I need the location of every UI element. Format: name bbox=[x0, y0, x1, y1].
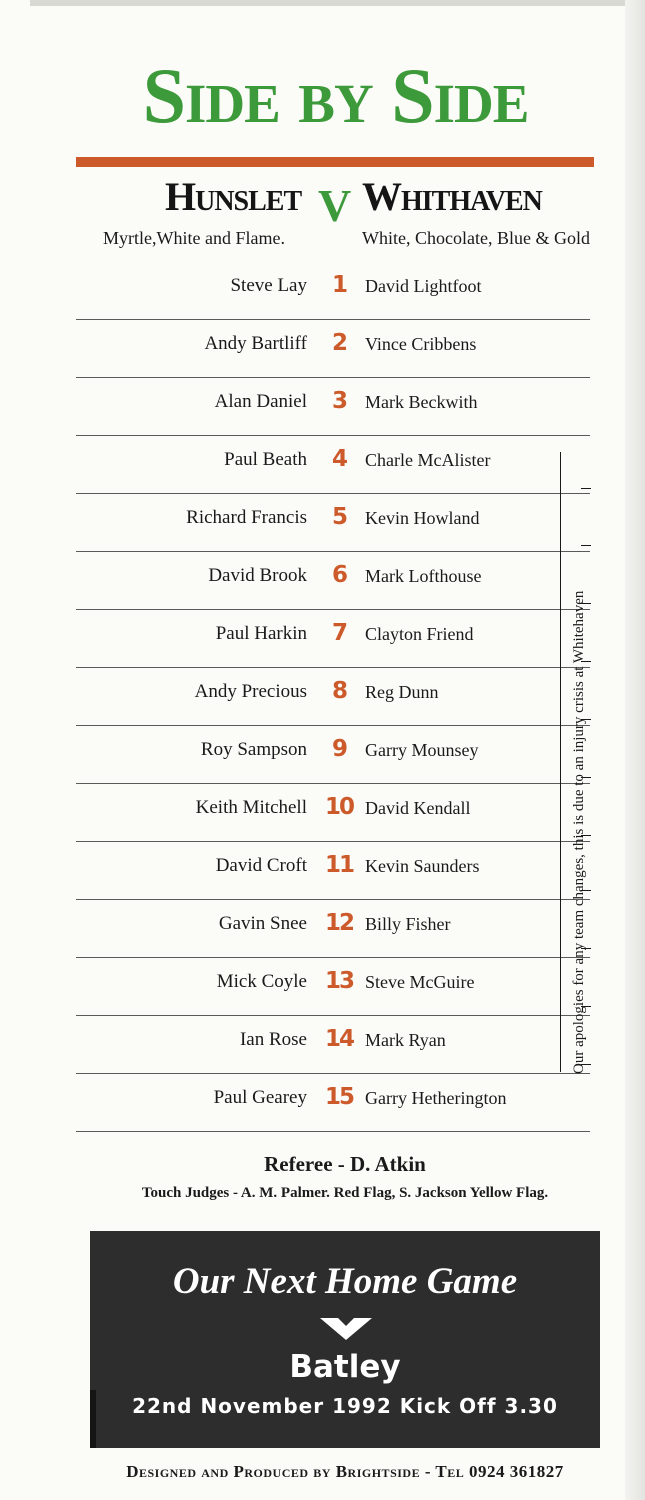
next-game-opponent: Batley bbox=[289, 1349, 401, 1385]
side-tick bbox=[581, 545, 591, 546]
away-player: David Lightfoot bbox=[365, 276, 482, 296]
home-team-name: Hunslet bbox=[165, 174, 302, 219]
home-player: Alan Daniel bbox=[214, 391, 307, 412]
shirt-number: 7 bbox=[331, 620, 346, 646]
side-tick bbox=[581, 488, 591, 489]
away-player: Garry Mounsey bbox=[365, 740, 479, 760]
page-title: Side by Side bbox=[142, 52, 529, 139]
shirt-number: 10 bbox=[324, 794, 353, 820]
lineup-row bbox=[0, 320, 645, 378]
shirt-number: 11 bbox=[324, 852, 353, 878]
shirt-number: 15 bbox=[324, 1084, 353, 1110]
home-player: Ian Rose bbox=[239, 1029, 307, 1050]
next-game-details: 22nd November 1992 Kick Off 3.30 bbox=[132, 1394, 558, 1418]
away-player: Kevin Saunders bbox=[365, 856, 480, 876]
side-note-line bbox=[560, 452, 561, 1072]
home-player: Steve Lay bbox=[230, 275, 307, 296]
lineup-row bbox=[0, 900, 645, 958]
paper-top-edge bbox=[30, 0, 625, 6]
shirt-number: 1 bbox=[331, 272, 346, 298]
home-player: Andy Bartliff bbox=[204, 333, 307, 354]
shirt-number: 12 bbox=[324, 910, 353, 936]
shirt-number: 4 bbox=[331, 446, 346, 472]
home-team-colours: Myrtle,White and Flame. bbox=[103, 228, 285, 248]
home-player: David Brook bbox=[208, 565, 307, 586]
away-player: Vince Cribbens bbox=[365, 334, 477, 354]
lineup-row bbox=[0, 668, 645, 726]
arrow-notch bbox=[338, 1318, 354, 1326]
shirt-number: 13 bbox=[324, 968, 353, 994]
shirt-number: 2 bbox=[331, 330, 346, 356]
home-player: Richard Francis bbox=[186, 507, 307, 528]
lineup-row bbox=[0, 1074, 645, 1132]
home-player: Paul Beath bbox=[224, 449, 307, 470]
away-player: Clayton Friend bbox=[365, 624, 474, 644]
home-player: David Croft bbox=[215, 855, 307, 876]
home-player: Keith Mitchell bbox=[195, 797, 307, 818]
home-player: Paul Harkin bbox=[215, 623, 307, 644]
versus-mark: V bbox=[318, 180, 352, 231]
lineup-row bbox=[0, 726, 645, 784]
away-player: Kevin Howland bbox=[365, 508, 480, 528]
lineup-row bbox=[0, 610, 645, 668]
lineup-row bbox=[0, 436, 645, 494]
team-changes-apology: Our apologies for any team changes, this is due to an injury crisis at Whitehaven bbox=[571, 590, 587, 1074]
shirt-number: 5 bbox=[331, 504, 346, 530]
away-player: Reg Dunn bbox=[365, 682, 439, 702]
away-team-colours: White, Chocolate, Blue & Gold bbox=[362, 228, 590, 248]
lineup-row bbox=[0, 494, 645, 552]
away-team-name: Whithaven bbox=[362, 174, 542, 219]
shirt-number: 14 bbox=[324, 1026, 353, 1052]
lineup-row bbox=[0, 842, 645, 900]
title-underline bbox=[76, 157, 594, 167]
lineup-row bbox=[0, 262, 645, 320]
away-player: Billy Fisher bbox=[365, 914, 451, 934]
away-player: Garry Hetherington bbox=[365, 1088, 507, 1108]
referee-line: Referee - D. Atkin bbox=[264, 1152, 426, 1176]
home-player: Andy Precious bbox=[194, 681, 307, 702]
production-credit: Designed and Produced by Brightside - Tel 0924 361827 bbox=[126, 1462, 564, 1481]
away-player: Mark Lofthouse bbox=[365, 566, 482, 586]
shirt-number: 6 bbox=[331, 562, 346, 588]
away-player: Steve McGuire bbox=[365, 972, 475, 992]
row-divider bbox=[76, 1131, 590, 1132]
home-player: Paul Gearey bbox=[213, 1087, 307, 1108]
away-player: Mark Beckwith bbox=[365, 392, 478, 412]
home-player: Mick Coyle bbox=[216, 971, 307, 992]
lineup-row bbox=[0, 784, 645, 842]
lineup-row bbox=[0, 378, 645, 436]
home-player: Gavin Snee bbox=[218, 913, 307, 934]
shirt-number: 9 bbox=[331, 736, 346, 762]
touch-judges-line: Touch Judges - A. M. Palmer. Red Flag, S. Jackson Yellow Flag. bbox=[141, 1185, 549, 1201]
panel-shadow bbox=[90, 1390, 96, 1448]
lineup-row bbox=[0, 552, 645, 610]
lineup-row bbox=[0, 1016, 645, 1074]
away-player: Mark Ryan bbox=[365, 1030, 446, 1050]
shirt-number: 3 bbox=[331, 388, 346, 414]
lineup-row bbox=[0, 958, 645, 1016]
home-player: Roy Sampson bbox=[200, 739, 307, 760]
away-player: Charle McAlister bbox=[365, 450, 491, 470]
shirt-number: 8 bbox=[331, 678, 346, 704]
away-player: David Kendall bbox=[365, 798, 471, 818]
next-home-game-panel bbox=[90, 1231, 600, 1448]
next-game-heading: Our Next Home Game bbox=[172, 1261, 518, 1302]
